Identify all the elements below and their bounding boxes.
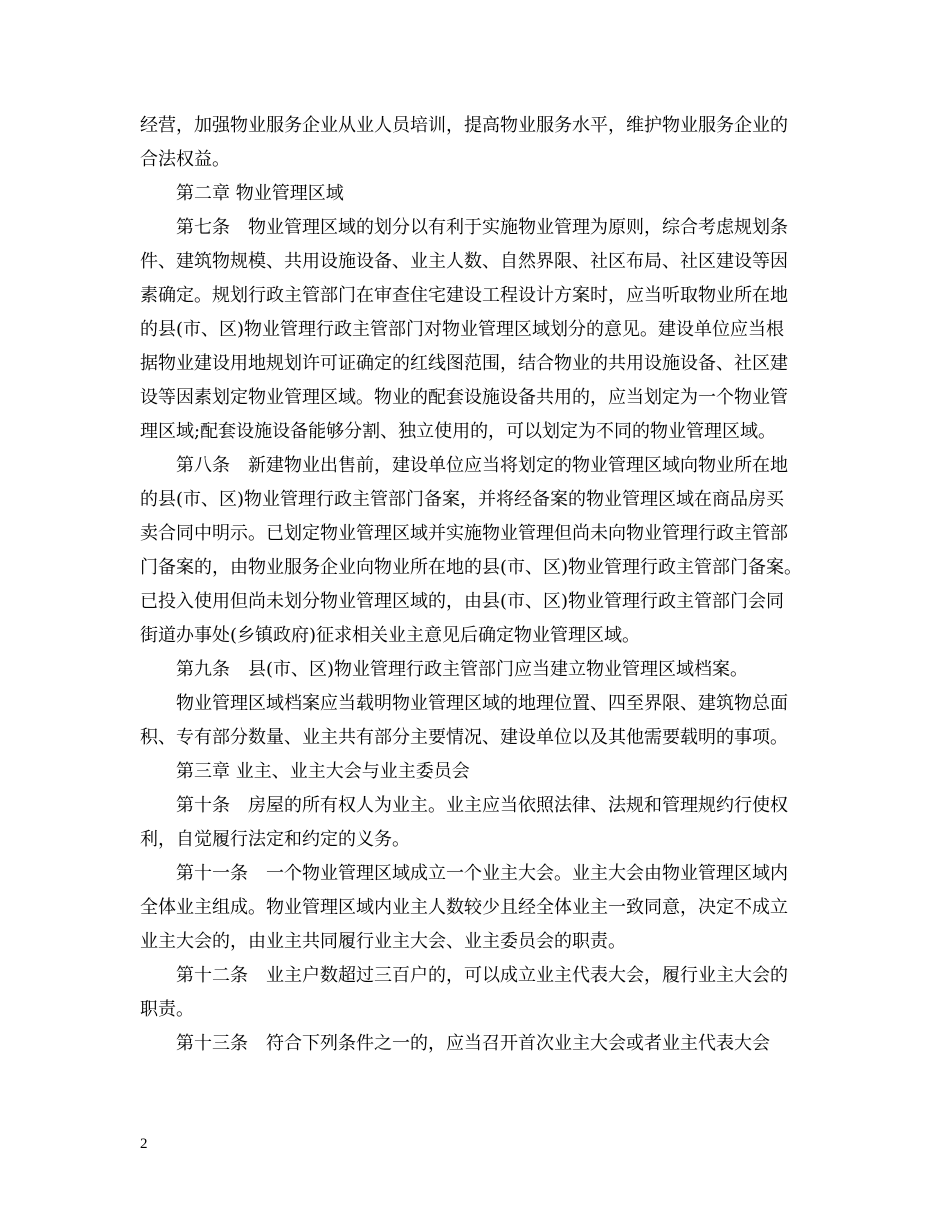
text-line: 第十条 房屋的所有权人为业主。业主应当依照法律、法规和管理规约行使权	[140, 795, 788, 816]
chapter-heading: 第二章 物业管理区域	[140, 183, 344, 204]
text-line: 第八条 新建物业出售前，建设单位应当将划定的物业管理区域向物业所在地	[140, 455, 788, 476]
text-line: 物业管理区域档案应当载明物业管理区域的地理位置、四至界限、建筑物总面	[140, 693, 788, 714]
text-line: 素确定。规划行政主管部门在审查住宅建设工程设计方案时，应当听取物业所在地	[140, 285, 788, 306]
text-line: 合法权益。	[140, 149, 230, 170]
page-body	[140, 114, 812, 1066]
text-line: 卖合同中明示。已划定物业管理区域并实施物业管理但尚未向物业管理行政主管部	[140, 523, 788, 544]
page-number: 2	[140, 1136, 148, 1152]
text-line: 利，自觉履行法定和约定的义务。	[140, 829, 410, 850]
text-line: 第十二条 业主户数超过三百户的，可以成立业主代表大会，履行业主大会的	[140, 965, 788, 986]
text-line: 已投入使用但尚未划分物业管理区域的，由县(市、区)物业管理行政主管部门会同	[140, 591, 785, 612]
text-line: 第十一条 一个物业管理区域成立一个业主大会。业主大会由物业管理区域内	[140, 863, 788, 884]
text-line: 经营，加强物业服务企业从业人员培训，提高物业服务水平，维护物业服务企业的	[140, 115, 788, 136]
text-line: 据物业建设用地规划许可证确定的红线图范围，结合物业的共用设施设备、社区建	[140, 353, 788, 374]
chapter-heading: 第三章 业主、业主大会与业主委员会	[140, 761, 470, 782]
text-line: 设等因素划定物业管理区域。物业的配套设施设备共用的，应当划定为一个物业管	[140, 387, 788, 408]
text-line: 第九条 县(市、区)物业管理行政主管部门应当建立物业管理区域档案。	[140, 659, 749, 680]
text-line: 积、专有部分数量、业主共有部分主要情况、建设单位以及其他需要载明的事项。	[140, 727, 788, 748]
text-line: 第七条 物业管理区域的划分以有利于实施物业管理为原则，综合考虑规划条	[140, 217, 788, 238]
text-line: 件、建筑物规模、共用设施设备、业主人数、自然界限、社区布局、社区建设等因	[140, 251, 788, 272]
text-line: 第十三条 符合下列条件之一的，应当召开首次业主大会或者业主代表大会	[140, 1033, 770, 1054]
text-line: 门备案的，由物业服务企业向物业所在地的县(市、区)物业管理行政主管部门备案。	[140, 557, 803, 578]
text-line: 理区域;配套设施设备能够分割、独立使用的，可以划定为不同的物业管理区域。	[140, 421, 777, 442]
text-line: 职责。	[140, 999, 194, 1020]
text-line: 的县(市、区)物业管理行政主管部门对物业管理区域划分的意见。建设单位应当根	[140, 319, 785, 340]
text-line: 全体业主组成。物业管理区域内业主人数较少且经全体业主一致同意，决定不成立	[140, 897, 788, 918]
text-line: 街道办事处(乡镇政府)征求相关业主意见后确定物业管理区域。	[140, 625, 641, 646]
text-line: 的县(市、区)物业管理行政主管部门备案，并将经备案的物业管理区域在商品房买	[140, 489, 785, 510]
text-line: 业主大会的，由业主共同履行业主大会、业主委员会的职责。	[140, 931, 626, 952]
